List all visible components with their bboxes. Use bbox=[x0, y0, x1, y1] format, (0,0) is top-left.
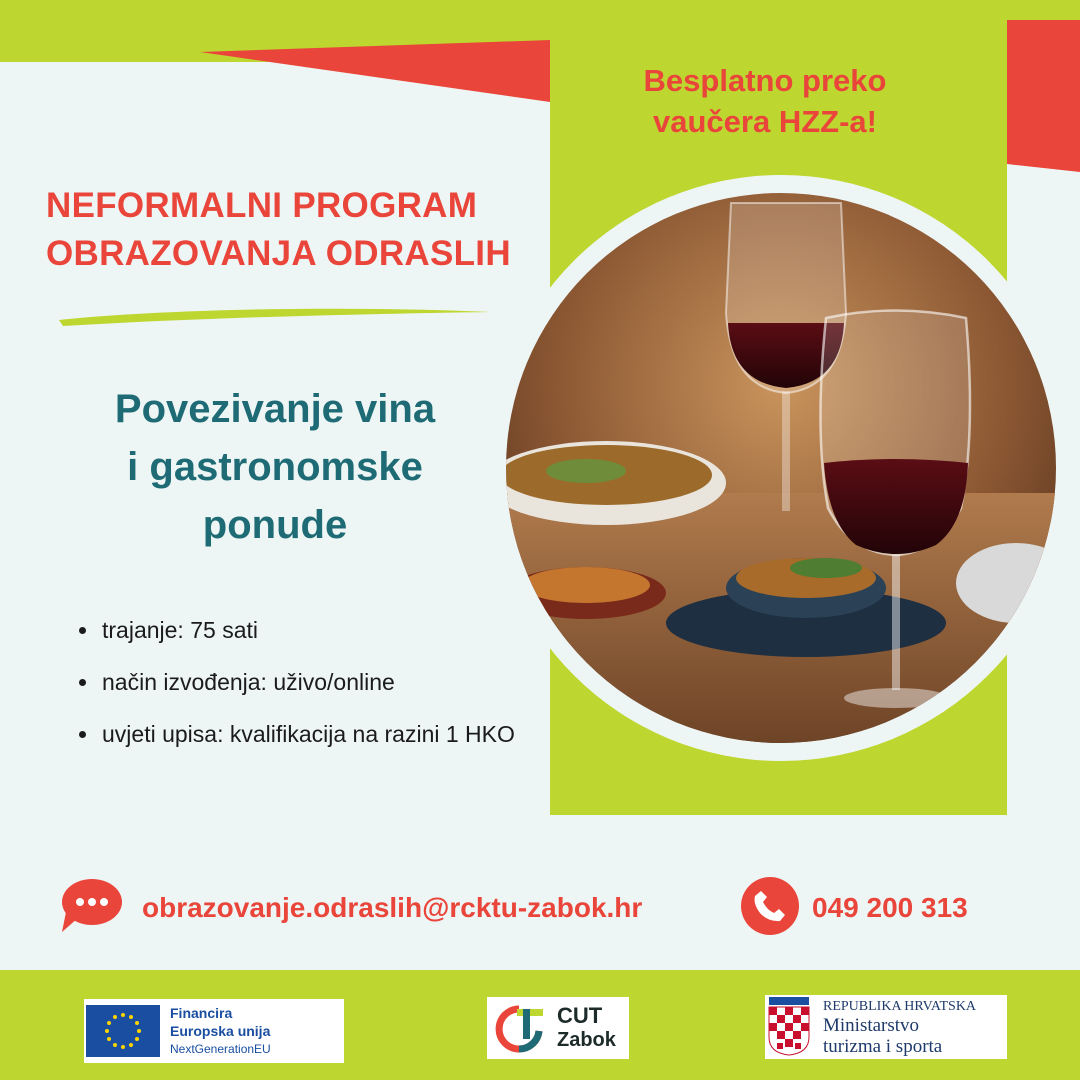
cut-zabok-logo bbox=[487, 997, 629, 1059]
course-title-line-3: ponude bbox=[202, 503, 348, 547]
brush-underline bbox=[55, 300, 495, 330]
ministry-logo bbox=[765, 995, 1007, 1059]
promo-text bbox=[600, 60, 930, 142]
program-title-line-1: NEFORMALNI PROGRAM bbox=[46, 186, 478, 225]
detail-delivery-mode: • način izvođenja: uživo/online bbox=[100, 656, 560, 708]
eu-flag-icon bbox=[86, 1005, 160, 1057]
wine-food-photo bbox=[506, 193, 1056, 743]
detail-enrollment-requirements: • uvjeti upisa: kvalifikacija na razini 1 HKO bbox=[100, 708, 560, 760]
contact-phone[interactable]: 049 200 313 bbox=[812, 892, 968, 923]
chat-bubble-icon bbox=[58, 872, 122, 936]
ministry-line-2: Ministarstvo bbox=[823, 1015, 920, 1036]
eu-line-3: NextGenerationEU bbox=[170, 1042, 271, 1056]
croatian-coat-of-arms-icon bbox=[767, 997, 811, 1057]
cut-logo-line-1: CUT bbox=[557, 1003, 603, 1028]
course-title-line-2: i gastronomske bbox=[127, 445, 423, 489]
program-title bbox=[46, 182, 511, 278]
detail-duration: • trajanje: 75 sati bbox=[100, 604, 560, 656]
ministry-line-1: REPUBLIKA HRVATSKA bbox=[823, 999, 977, 1014]
red-accent-shape bbox=[200, 40, 550, 102]
eu-line-1: Financira bbox=[170, 1005, 233, 1021]
course-details-list bbox=[78, 604, 560, 760]
promo-line-1: Besplatno preko bbox=[643, 63, 887, 98]
course-title-line-1: Povezivanje vina bbox=[114, 387, 436, 431]
eu-funding-logo bbox=[84, 999, 344, 1063]
cut-logo-mark bbox=[493, 1003, 545, 1053]
phone-icon bbox=[740, 876, 800, 936]
program-title-line-2: OBRAZOVANJA ODRASLIH bbox=[46, 234, 511, 273]
contact-email[interactable]: obrazovanje.odraslih@rcktu-zabok.hr bbox=[142, 892, 643, 923]
cut-logo-line-2: Zabok bbox=[557, 1029, 616, 1051]
eu-line-2: Europska unija bbox=[170, 1023, 271, 1039]
promo-line-2: vaučera HZZ-a! bbox=[653, 104, 877, 139]
course-title bbox=[60, 380, 490, 554]
ministry-line-3: turizma i sporta bbox=[823, 1036, 943, 1057]
red-corner-shape bbox=[1007, 20, 1080, 172]
